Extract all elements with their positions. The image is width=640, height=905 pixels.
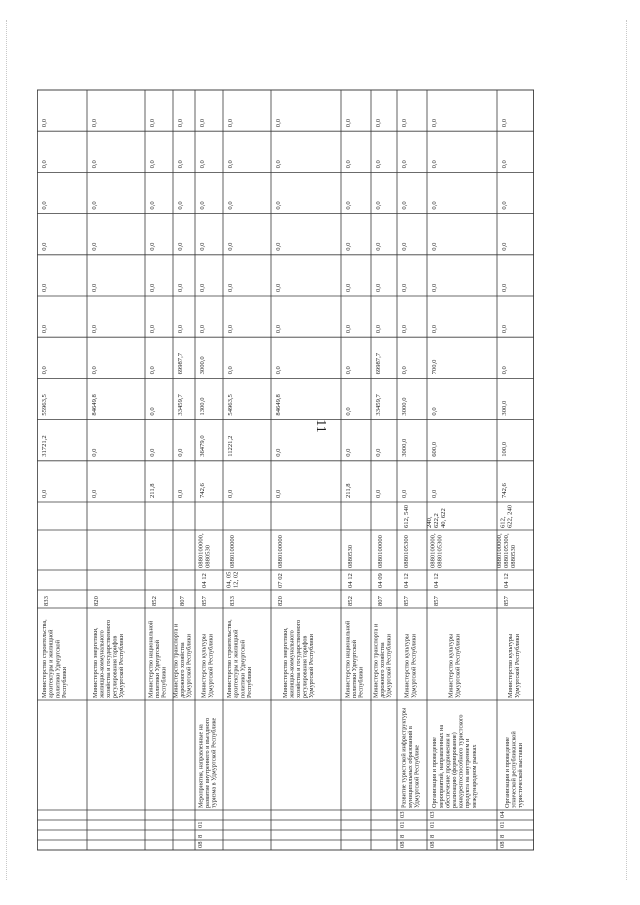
amount-cell: 0,0 <box>149 448 156 457</box>
page-number: 11 <box>313 419 328 433</box>
amount-cell: 0,0 <box>41 489 48 498</box>
amount-cell: 0,0 <box>375 242 382 251</box>
code-cell-rz <box>403 573 410 588</box>
administrator-cell-line: Министерство строительства, <box>41 619 49 698</box>
code-cell-csr-line: 0880100000 <box>377 535 384 568</box>
amount-cell: 11221,2 <box>227 435 234 457</box>
amount-cell: 0,0 <box>91 242 98 251</box>
amount-cell: 0,0 <box>375 118 382 128</box>
code-cell-csr-line: 0880100000 <box>277 535 284 568</box>
amount-cell: 0,0 <box>149 407 156 416</box>
amount-cell: 0,0 <box>431 201 438 210</box>
administrator-cell <box>344 620 364 698</box>
administrator-cell-line: политики Удмуртской <box>351 640 358 698</box>
measure-name-cell <box>197 717 217 808</box>
amount-cell: 69987,7 <box>177 352 184 375</box>
code-cell-csr-line: 0880105300, <box>503 533 510 568</box>
amount-cell: 0,0 <box>177 448 184 457</box>
amount-cell: 0,0 <box>401 160 408 169</box>
amount-cell: 0,0 <box>149 242 156 251</box>
administrator-cell-line: Удмуртской Республики <box>207 634 215 698</box>
code-cell-csr-line: 0880100000, <box>429 533 437 568</box>
scan-edge-dots-left <box>6 20 8 880</box>
amount-cell: 0,0 <box>275 160 282 169</box>
code-cell-grbs <box>179 595 186 606</box>
amount-cell: 55963,5 <box>41 394 48 416</box>
amount-cell: 0,0 <box>401 324 408 334</box>
code-cell-csr-line: 0880105300 <box>403 535 410 568</box>
amount-cell: 31721,2 <box>41 435 48 457</box>
administrator-cell-line: Министерство национальной <box>344 620 352 698</box>
code-cell-csr <box>403 534 410 568</box>
amount-cell: 0,0 <box>431 242 438 251</box>
code-cell-grbs <box>43 595 50 606</box>
administrator-cell-line: Удмуртской Республики <box>410 634 418 698</box>
amount-cell: 742,6 <box>199 483 206 498</box>
measure-name-cell-line: Организация и проведение <box>431 737 439 808</box>
administrator-cell-line: Министерство культуры <box>507 633 515 698</box>
administrator-cell-line: Республики <box>357 666 365 698</box>
amount-cell: 0,0 <box>199 242 206 251</box>
administrator-cell-line: Удмуртской Республики <box>513 634 521 698</box>
measure-name-cell-line: международном рынках <box>470 744 478 808</box>
measure-name-cell-line: мероприятий, направленных на <box>437 724 445 808</box>
administrator-cell-line: Министерство транспорта и <box>172 623 180 698</box>
amount-cell: 0,0 <box>177 118 184 128</box>
code-cell-rz-line: 04 12 <box>347 573 354 588</box>
amount-cell: 84649,8 <box>91 394 98 416</box>
administrator-cell-line: Министерство строительства, <box>226 619 234 698</box>
amount-cell: 0,0 <box>401 118 408 128</box>
amount-cell: 0,0 <box>227 160 234 169</box>
code-cell-grbs-line: 833 <box>229 596 236 606</box>
amount-cell: 0,0 <box>375 283 382 292</box>
table-row <box>227 118 234 498</box>
amount-cell: 0,0 <box>275 489 282 498</box>
measure-name-cell-line: муниципальных образований в <box>407 726 414 808</box>
measure-name-cell-line: Мероприятия, направленные на <box>197 724 205 808</box>
amount-cell: 0,0 <box>345 366 352 375</box>
amount-cell: 700,0 <box>431 359 438 375</box>
amount-cell: 0,0 <box>199 160 206 169</box>
amount-cell: 0,0 <box>431 283 438 292</box>
code-cell-grbs-line: 857 <box>201 596 208 606</box>
amount-cell: 0,0 <box>375 448 382 457</box>
amount-cell: 0,0 <box>91 118 98 128</box>
table-row <box>177 118 184 498</box>
amount-cell: 0,0 <box>227 283 234 292</box>
amount-cell: 0,0 <box>41 283 48 292</box>
amount-cell: 0,0 <box>401 283 408 292</box>
administrator-cell <box>507 633 521 698</box>
amount-cell: 0,0 <box>275 448 282 457</box>
code-cell-csr <box>430 533 444 568</box>
amount-cell: 300,0 <box>501 400 508 416</box>
measure-name-cell-line: реализацию (формирование) <box>451 732 458 808</box>
amount-cell: 0,0 <box>401 242 408 251</box>
code-cell-vr-line: 240, <box>426 516 434 528</box>
amount-cell: 0,0 <box>91 448 98 457</box>
administrator-cell-line: Республики <box>160 666 168 698</box>
administrator-cell <box>372 623 392 698</box>
code-cell-vr <box>403 504 410 528</box>
administrator-cell <box>201 633 215 698</box>
code-cell-grbs-line: 807 <box>179 596 186 606</box>
amount-cell: 3000,0 <box>401 438 408 457</box>
measure-name-cell-line: туристической выставки <box>517 743 525 808</box>
code-cell-vr <box>426 508 447 528</box>
amount-cell: 1300,0 <box>199 397 206 416</box>
code-cell-vr-line: 622, 240 <box>506 504 514 528</box>
program-code-cell: 8 <box>429 834 436 838</box>
amount-cell: 0,0 <box>275 201 282 210</box>
amount-cell: 0,0 <box>149 324 156 334</box>
measure-name-cell-line: конкурентоспособного туристского <box>457 714 465 808</box>
code-cell-csr-line: 0880100000 <box>229 535 236 568</box>
code-cell-vr-line: 612, 540 <box>403 504 410 528</box>
amount-cell: 0,0 <box>275 283 282 292</box>
administrator-cell-line: Министерство энергетики, <box>281 627 289 698</box>
amount-cell: 0,0 <box>375 324 382 334</box>
administrator-cell-line: жилищно-коммунального <box>98 630 106 698</box>
code-cell-vr-line: 622,2 <box>433 513 440 528</box>
amount-cell: 0,0 <box>345 448 352 457</box>
code-cell-rz <box>201 573 208 588</box>
administrator-cell-line: политики Удмуртской <box>154 640 161 698</box>
code-cell-rz-line: 04 12 <box>201 573 208 588</box>
code-cell-grbs <box>93 595 100 606</box>
amount-cell: 0,0 <box>431 407 438 416</box>
program-code-cell: 01 <box>399 821 406 828</box>
program-code-cell: 08 <box>399 841 406 848</box>
code-cell-grbs-line: 852 <box>347 596 354 606</box>
amount-cell: 84649,8 <box>275 394 282 416</box>
administrator-cell-line: Министерство транспорта и <box>372 623 380 698</box>
amount-cell: 0,0 <box>275 118 282 128</box>
administrator-cell-line: архитектуры и жилищной <box>47 629 55 698</box>
code-cell-rz-line: 04 12 <box>433 573 440 588</box>
code-cell-csr <box>277 534 284 568</box>
code-cell-grbs <box>403 595 410 606</box>
code-cell-rz-line: 04 12 <box>503 573 510 588</box>
code-cell-rz <box>503 573 510 588</box>
administrator-cell-line: Министерство культуры <box>200 633 208 698</box>
code-cell-csr-line: 0880530 <box>347 544 354 568</box>
amount-cell: 0,0 <box>501 118 508 128</box>
amount-cell: 0,0 <box>431 118 438 128</box>
code-cell-grbs-line: 857 <box>503 596 510 606</box>
code-cell-csr-line: 0880105300 <box>436 535 444 568</box>
code-cell-grbs <box>503 595 510 606</box>
code-cell-rz-line: 04, 05 <box>225 571 233 588</box>
program-code-cell: 01 <box>499 821 506 828</box>
amount-cell: 3000,0 <box>199 356 206 375</box>
code-cell-grbs-line: 857 <box>433 596 440 606</box>
administrator-cell-line: Министерство культуры <box>403 633 411 698</box>
amount-cell: 0,0 <box>149 283 156 292</box>
amount-cell: 0,0 <box>275 366 282 375</box>
administrator-cell <box>92 620 125 699</box>
administrator-cell-line: Удмуртской Республики <box>185 634 193 698</box>
administrator-cell <box>226 619 253 698</box>
code-cell-rz-line: 04 09 <box>377 573 384 588</box>
code-cell-grbs <box>151 596 158 606</box>
code-cell-csr <box>496 533 517 568</box>
code-cell-grbs-line: 820 <box>93 596 100 606</box>
amount-cell: 0,0 <box>501 283 508 292</box>
amount-cell: 0,0 <box>41 324 48 334</box>
administrator-cell-line: Удмуртской Республики <box>385 634 393 698</box>
administrator-cell-line: дорожного хозяйства <box>379 642 386 698</box>
amount-cell: 0,0 <box>227 366 234 375</box>
code-cell-grbs <box>377 595 384 606</box>
administrator-cell <box>147 620 167 698</box>
code-cell-csr-line: 0880100000, <box>197 533 205 568</box>
code-cell-csr-line: 0880530 <box>204 544 212 568</box>
amount-cell: 0,0 <box>375 201 382 210</box>
administrator-cell-line: Республики <box>245 666 253 698</box>
code-cell-grbs <box>229 595 236 606</box>
table-row <box>91 118 98 498</box>
amount-cell: 0,0 <box>149 366 156 375</box>
code-cell-rz <box>226 571 240 588</box>
code-cell-vr <box>500 504 514 528</box>
measure-name-cell-line: туризма в Удмуртской Республике <box>210 717 218 808</box>
code-cell-csr-line: 0880530 <box>509 544 517 568</box>
amount-cell: 0,0 <box>375 489 382 498</box>
table-row <box>149 118 156 498</box>
administrator-cell-line: жилищно-коммунального <box>288 630 296 698</box>
code-cell-rz-line: 04 12 <box>403 573 410 588</box>
code-cell-grbs <box>433 595 440 606</box>
amount-cell: 0,0 <box>91 489 98 498</box>
budget-table <box>37 60 534 868</box>
amount-cell: 33459,7 <box>375 394 382 416</box>
measure-name-cell <box>400 707 420 808</box>
amount-cell: 0,0 <box>177 324 184 334</box>
administrator-cell-line: архитектуры и жилищной <box>232 629 240 698</box>
amount-cell: 0,0 <box>199 118 206 128</box>
amount-cell: 0,0 <box>227 489 234 498</box>
amount-cell: 211,8 <box>345 483 352 498</box>
amount-cell: 0,0 <box>199 324 206 334</box>
code-cell-grbs-line: 807 <box>377 596 384 606</box>
code-cell-csr <box>198 533 212 568</box>
administrator-cell-line: регулирования тарифов <box>301 635 309 698</box>
code-cell-csr <box>377 534 384 568</box>
measure-name-cell <box>431 714 478 808</box>
administrator-cell-line: Удмуртской Республики <box>454 634 462 698</box>
amount-cell: 0,0 <box>177 242 184 251</box>
code-cell-rz <box>377 572 384 588</box>
measure-name-cell <box>504 731 524 808</box>
program-code-cell: 01 <box>197 821 204 828</box>
amount-cell: 0,0 <box>149 201 156 210</box>
measure-name-cell-line: обеспечение продвижения и <box>444 733 452 808</box>
amount-cell: 0,0 <box>149 160 156 169</box>
administrator-cell-line: Министерство энергетики, <box>91 627 99 698</box>
amount-cell: 600,0 <box>431 441 438 457</box>
code-cell-csr-line: 0880100000, <box>496 533 504 568</box>
administrator-cell <box>448 633 462 698</box>
amount-cell: 0,0 <box>401 366 408 375</box>
amount-cell: 100,0 <box>501 441 508 457</box>
measure-name-cell-line: Организация и проведение <box>503 737 511 808</box>
program-code-cell: 8 <box>399 834 406 838</box>
amount-cell: 0,0 <box>91 283 98 292</box>
amount-cell: 0,0 <box>91 201 98 210</box>
amount-cell: 54963,5 <box>227 394 234 416</box>
amount-cell: 0,0 <box>345 283 352 292</box>
code-cell-csr <box>347 544 354 568</box>
measure-name-cell-line: Развитие туристской инфраструктуры <box>400 707 408 808</box>
code-cell-rz <box>277 573 284 588</box>
amount-cell: 0,0 <box>91 366 98 375</box>
program-code-cell: 04 <box>499 811 506 818</box>
amount-cell: 0,0 <box>401 489 408 498</box>
amount-cell: 742,6 <box>501 483 508 498</box>
code-cell-grbs-line: 833 <box>43 596 50 606</box>
code-cell-grbs-line: 852 <box>151 596 158 606</box>
amount-cell: 0,0 <box>345 118 352 128</box>
code-cell-vr-line: 40, 622 <box>439 508 447 528</box>
table-row <box>345 118 352 498</box>
amount-cell: 0,0 <box>501 324 508 334</box>
table-row <box>375 118 382 498</box>
amount-cell: 0,0 <box>345 201 352 210</box>
administrator-cell <box>172 623 192 698</box>
amount-cell: 69987,7 <box>375 352 382 375</box>
amount-cell: 0,0 <box>375 160 382 169</box>
amount-cell: 0,0 <box>177 283 184 292</box>
table-row <box>41 118 48 498</box>
code-cell-grbs <box>347 596 354 606</box>
administrator-cell-line: политики Удмуртской <box>239 640 247 698</box>
amount-cell: 0,0 <box>345 324 352 334</box>
amount-cell: 0,0 <box>501 366 508 375</box>
administrator-cell-line: Министерство культуры <box>447 633 455 698</box>
amount-cell: 0,0 <box>199 201 206 210</box>
amount-cell: 0,0 <box>227 201 234 210</box>
administrator-cell <box>404 633 418 698</box>
scan-edge-dots-right <box>626 20 628 880</box>
amount-cell: 0,0 <box>41 366 48 375</box>
amount-cell: 0,0 <box>431 160 438 169</box>
code-cell-rz-line: 12, 02 <box>232 571 240 588</box>
administrator-cell-line: хозяйства и государственного <box>295 619 302 698</box>
administrator-cell-line: хозяйства и государственного <box>105 619 112 698</box>
amount-cell: 0,0 <box>177 160 184 169</box>
administrator-cell-line: политики Удмуртской <box>54 640 62 698</box>
program-code-cell: 03 <box>399 811 406 818</box>
amount-cell: 0,0 <box>41 201 48 210</box>
amount-cell: 0,0 <box>227 324 234 334</box>
program-code-cell: 03 <box>429 811 436 818</box>
code-cell-rz <box>347 573 354 588</box>
amount-cell: 0,0 <box>275 242 282 251</box>
code-cell-rz-line: 07 02 <box>277 573 284 588</box>
amount-cell: 0,0 <box>345 407 352 416</box>
program-code-cell: 08 <box>499 841 506 848</box>
amount-cell: 0,0 <box>345 242 352 251</box>
administrator-cell-line: Удмуртской Республики <box>118 634 126 698</box>
program-code-cell: 08 <box>429 841 436 848</box>
amount-cell: 0,0 <box>41 160 48 169</box>
amount-cell: 33459,7 <box>177 394 184 416</box>
administrator-cell-line: Министерство национальной <box>147 620 155 698</box>
amount-cell: 0,0 <box>41 242 48 251</box>
code-cell-grbs-line: 857 <box>403 596 410 606</box>
amount-cell: 0,0 <box>501 242 508 251</box>
amount-cell: 0,0 <box>177 201 184 210</box>
program-code-cell: 8 <box>197 834 204 838</box>
administrator-cell-line: дорожного хозяйства <box>179 642 186 698</box>
amount-cell: 0,0 <box>501 160 508 169</box>
table-row <box>275 118 282 498</box>
measure-name-cell-line: продукта на внутреннем и <box>464 738 472 808</box>
amount-cell: 3000,0 <box>401 397 408 416</box>
amount-cell: 0,0 <box>227 242 234 251</box>
code-cell-vr-line: 612, <box>499 516 507 528</box>
code-cell-grbs-line: 820 <box>277 596 284 606</box>
amount-cell: 211,8 <box>149 483 156 498</box>
code-cell-grbs <box>277 595 284 606</box>
program-code-cell: 08 <box>197 841 204 848</box>
amount-cell: 0,0 <box>41 118 48 128</box>
amount-cell: 0,0 <box>431 489 438 498</box>
amount-cell: 0,0 <box>227 118 234 128</box>
amount-cell: 0,0 <box>91 324 98 334</box>
amount-cell: 0,0 <box>199 283 206 292</box>
amount-cell: 0,0 <box>401 201 408 210</box>
amount-cell: 0,0 <box>345 160 352 169</box>
administrator-cell-line: Удмуртской Республики <box>308 634 316 698</box>
amount-cell: 0,0 <box>431 324 438 334</box>
administrator-cell-line: регулирования тарифов <box>111 635 119 698</box>
amount-cell: 0,0 <box>501 201 508 210</box>
program-code-cell: 01 <box>429 821 436 828</box>
code-cell-grbs <box>201 595 208 606</box>
amount-cell: 0,0 <box>149 118 156 128</box>
amount-cell: 36479,0 <box>199 435 206 457</box>
code-cell-rz <box>433 573 440 588</box>
amount-cell: 0,0 <box>91 160 98 169</box>
administrator-cell <box>282 620 315 699</box>
program-code-cell: 8 <box>499 834 506 838</box>
measure-name-cell-line: этнической республиканской <box>510 731 518 808</box>
measure-name-cell-line: Удмуртской Республике <box>413 744 421 808</box>
code-cell-csr <box>229 534 236 568</box>
administrator-cell <box>41 619 68 698</box>
amount-cell: 0,0 <box>177 489 184 498</box>
amount-cell: 0,0 <box>275 324 282 334</box>
measure-name-cell-line: развитие внутреннего и въездного <box>204 717 211 808</box>
administrator-cell-line: Республики <box>60 666 68 698</box>
